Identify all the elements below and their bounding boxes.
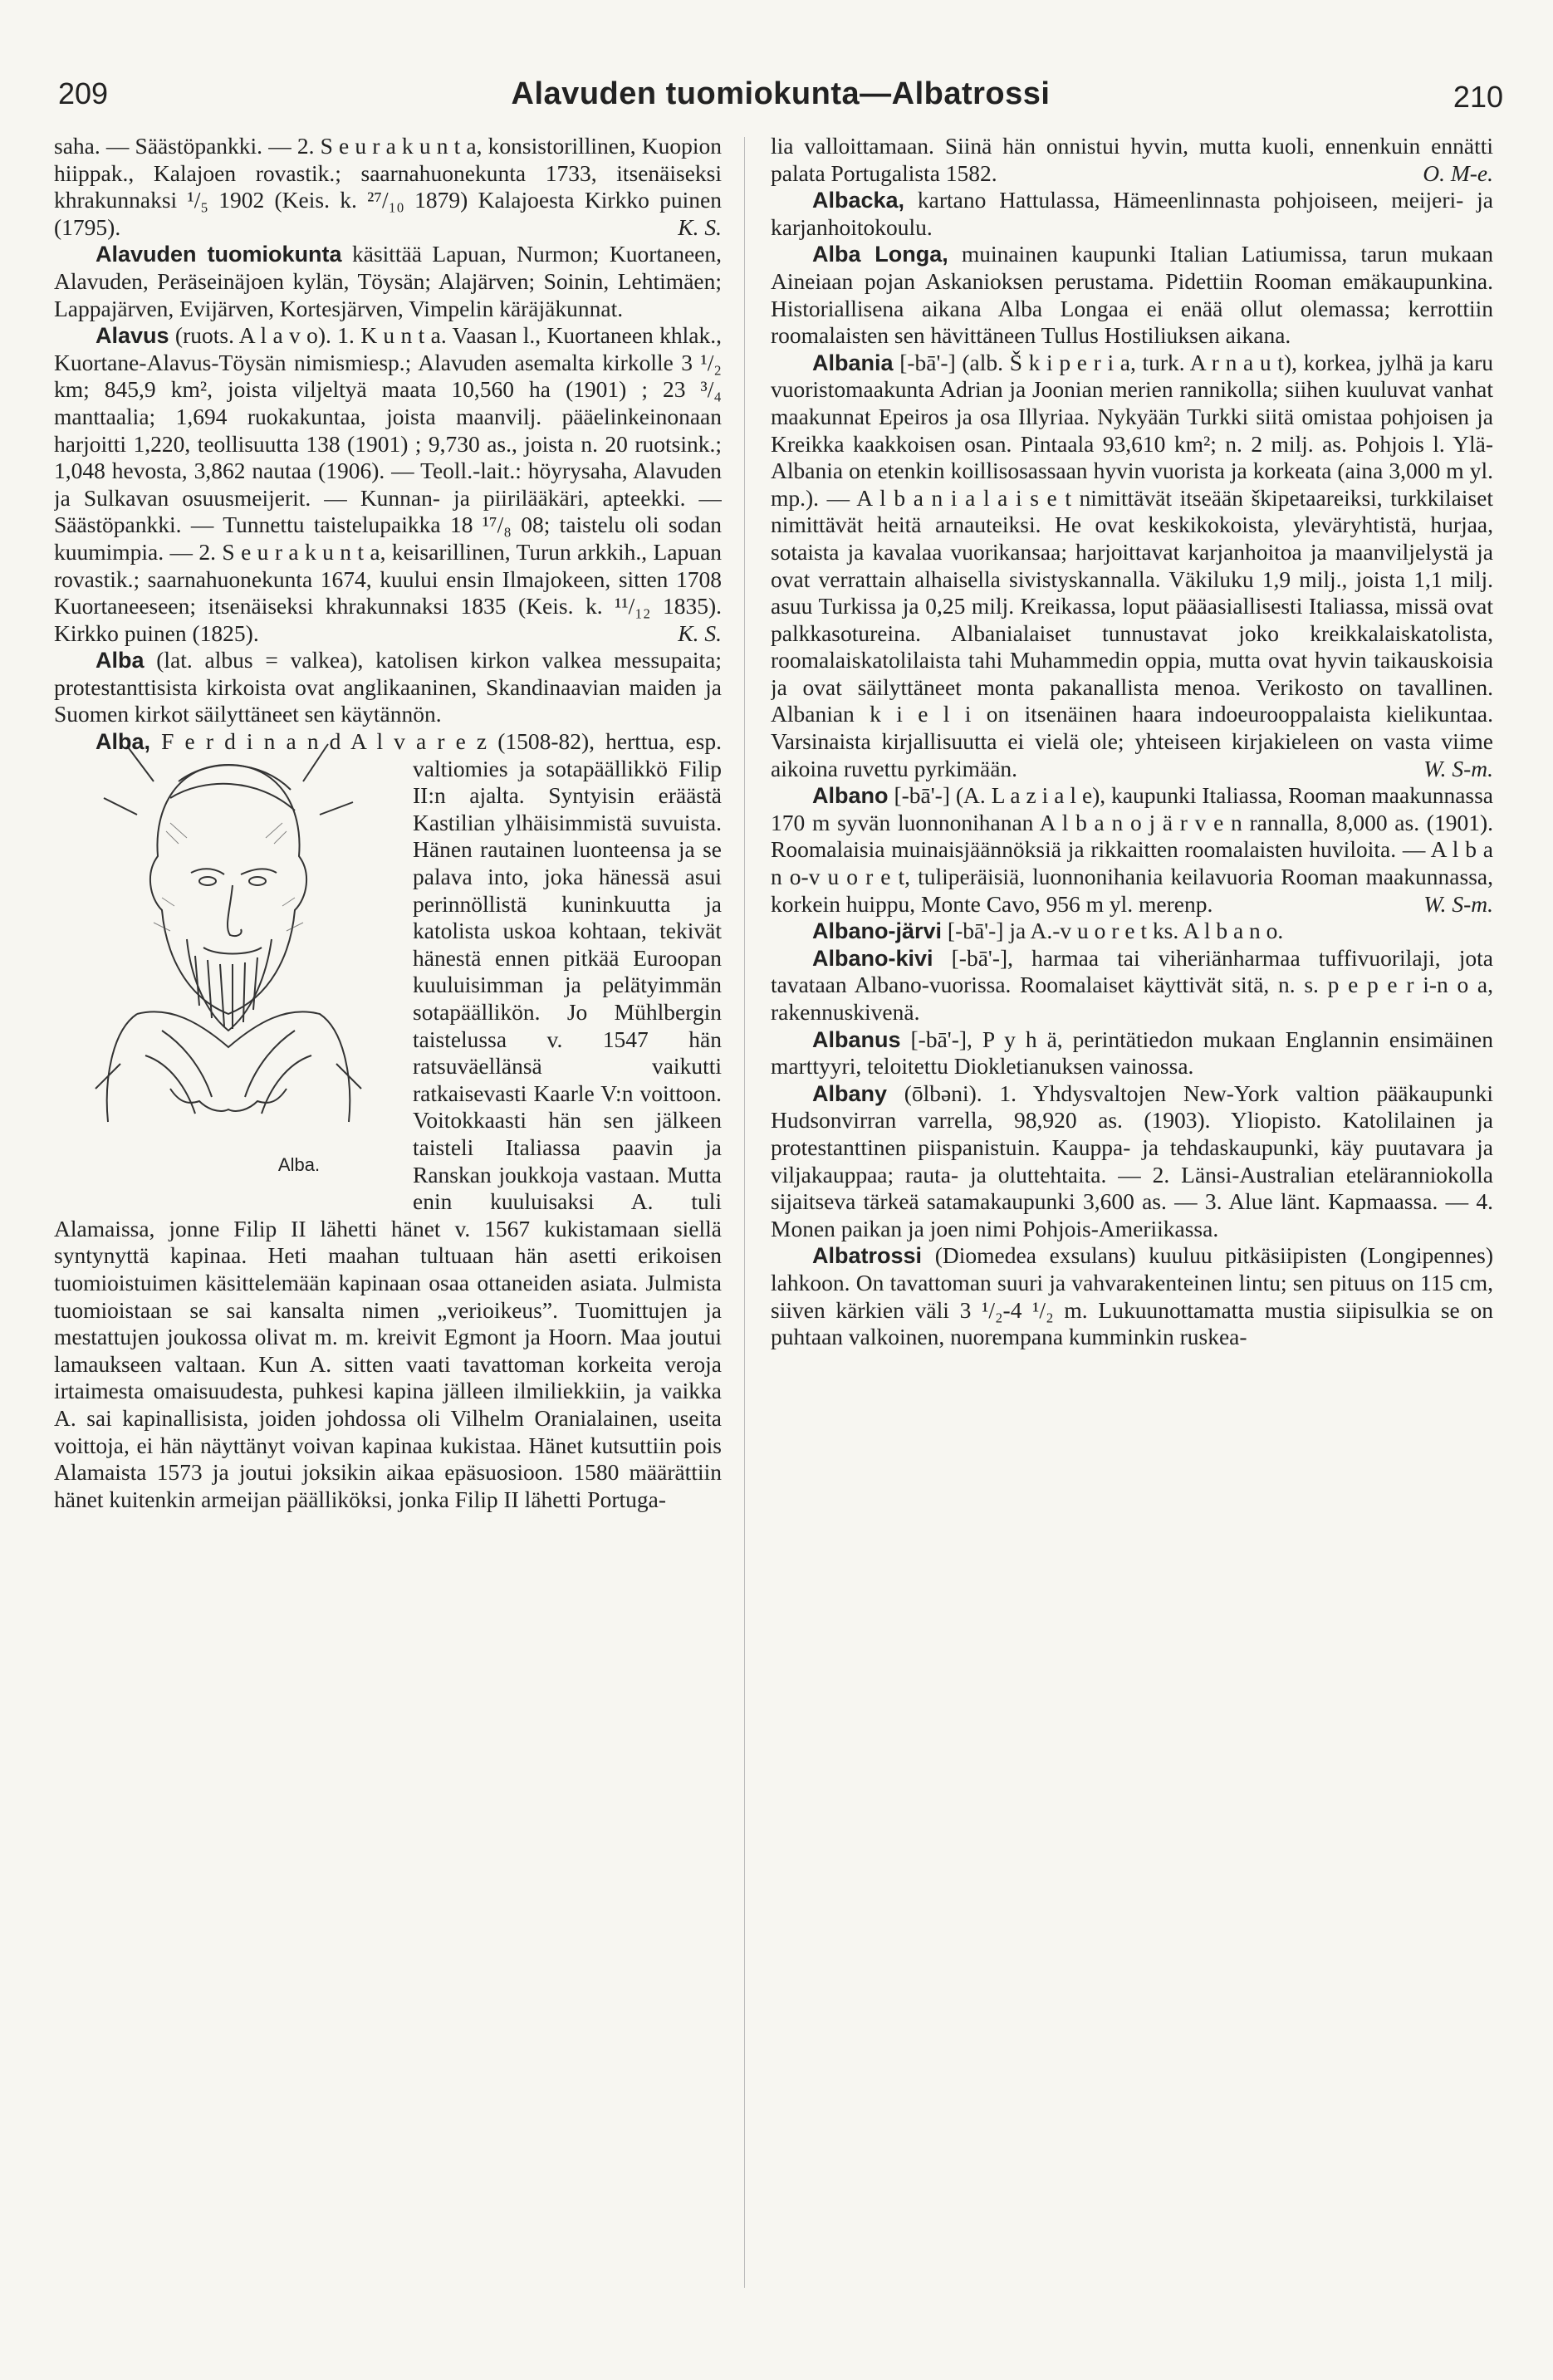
author-signature: K. S. bbox=[678, 213, 722, 240]
page-header bbox=[58, 76, 1503, 126]
entry-alba-longa: Alba Longa, muinainen kaupunki Italian Latiumissa, tarun mukaan Aineiaan pojan Askanioksen perustama. Pidettiin Rooman emäkaupunkina. Historiallisena aikana Alba Longaa ei enää ollut olemassa; kerrottiin roomalaisten sen hävittäneen Tullus Hostiliuksen aikana. bbox=[771, 241, 1493, 349]
column-divider bbox=[744, 137, 745, 2288]
page-number-left: 209 bbox=[58, 76, 109, 110]
headword: Albano bbox=[812, 783, 889, 809]
author-signature: W. S-m. bbox=[1423, 890, 1493, 917]
entry-albanus: Albanus [-bā'-], P y h ä, perintätiedon mukaan Englannin ensimäinen marttyyri, teloitettu Diokletianuksen vainossa. bbox=[771, 1026, 1493, 1080]
headword: Alavuden tuomiokunta bbox=[96, 242, 342, 267]
author-signature: W. S-m. bbox=[1423, 755, 1493, 781]
author-signature: K. S. bbox=[678, 619, 722, 646]
entry-alba-vestment: Alba (lat. albus = valkea), katolisen kirkon valkea messupaita; protestanttisista kirkoista ovat anglikaaninen, Skandinaavian maiden ja Suomen kirkot säilyttäneet sen käytännön. bbox=[54, 647, 722, 727]
right-column bbox=[771, 133, 1493, 2292]
alba-portrait-figure bbox=[54, 732, 403, 1187]
entry-continuation: saha. — Säästöpankki. — 2. S e u r a k u n t a, konsistorillinen, Kuopion hiippak., Kalajoen rovastik.; saarnahuonekunta 1733, itsenäiseksi khrakunnaksi ¹/₅ 1902 (Keis. k. ²⁷/₁₀ 1879) Kalajoesta Kirkko puinen (1795). K. S. bbox=[54, 133, 722, 240]
headword: Albano-kivi bbox=[812, 945, 933, 971]
entry-albano: Albano [-bā'-] (A. L a z i a l e), kaupunki Italiassa, Rooman maakunnassa 170 m syvän luonnonihanan A l b a n o j ä r v e n rannalla, 8,000 as. (1901). Roomalaisia muinaisjäännöksiä ja rikkaitten roomalaisten huviloita. — A l b a n o-v u o r e t, tuliperäisiä, luonnonihania keilavuoria Rooman maakunnassa, korkein huippu, Monte Cavo, 956 m yl. merenp. W. S-m. bbox=[771, 782, 1493, 917]
headword: Albany bbox=[812, 1080, 888, 1106]
headword: Albano-järvi bbox=[812, 918, 943, 944]
headword: Albanus bbox=[812, 1026, 901, 1052]
headword: Alba, bbox=[96, 729, 151, 755]
entry-alavus: Alavus (ruots. A l a v o). 1. K u n t a. Vaasan l., Kuortaneen khlak., Kuortane-Alavus-Töysän nimismiesp.; Alavuden asemalta kirkolle 3 ¹/₂ km; 845,9 km², joista viljeltyä maata 10,560 ha (1901) ; 23 ³/₄ manttaalia; 1,694 ruokakuntaa, joista maanvilj. pääelinkeinonaan harjoitti 1,220, teollisuutta 138 (1901) ; 9,730 as., joista n. 20 ruotsink.; 1,048 hevosta, 3,862 nautaa (1906). — Teoll.-lait.: höyrysaha, Alavuden ja Sulkavan osuusmeijerit. — Kunnan- ja piirilääkäri, apteekki. — Säästöpankki. — Tunnettu taistelupaikka 18 ¹⁷/₈ 08; taistelu oli sodan kuumimpia. — 2. S e u r a k u n t a, keisarillinen, Turun arkkih., Lapuan rovastik.; saarnahuonekunta 1674, kuului ensin Ilmajokeen, sitten 1708 Kuortaneeseen; itsenäiseksi khrakunnaksi 1835 (Keis. k. ¹¹/₁₂ 1835). Kirkko puinen (1825). K. S. bbox=[54, 322, 722, 646]
entry-alavuden-tuomiokunta: Alavuden tuomiokunta käsittää Lapuan, Nurmon; Kuortaneen, Alavuden, Peräseinäjoen kylän, Töysän; Alajärven; Soinin, Lehtimäen; Lappajärven, Evijärven, Kortesjärven, Vimpelin käräjäkunnat. bbox=[54, 241, 722, 321]
headword: Albatrossi bbox=[812, 1243, 923, 1269]
headword: Albacka, bbox=[812, 188, 905, 213]
entry-albatrossi: Albatrossi (Diomedea exsulans) kuuluu pitkäsiipisten (Longipennes) lahkoon. On tavattoman suuri ja vahvarakenteinen lintu; sen pituus on 115 cm, siiven kärkien väli 3 ¹/₂-4 ¹/₂ m. Lukuunottamatta mustia siipisulkia se on puhtaan valkoinen, nuorempana kumminkin ruskea- bbox=[771, 1242, 1493, 1350]
entry-albany: Albany (ōlbəni). 1. Yhdysvaltojen New-York valtion pääkaupunki Hudsonvirran varrella, 98,920 as. (1903). Yliopisto. Katolilainen ja protestanttinen piispanistuin. Kauppa- ja tehdaskaupunki, käy puutavara ja viljakauppaa; rauta- ja oluttehtaita. — 2. Länsi-Australian eteläranniokolla sijaitseva tärkeä satamakaupunki 3,600 as. — 3. Alue länt. Kapmaassa. — 4. Monen paikan ja joen nimi Pohjois-Ameriikassa. bbox=[771, 1080, 1493, 1241]
entry-albano-kivi: Albano-kivi [-bā'-], harmaa tai viheriänharmaa tuffivuorilaji, jota tavataan Albano-vuorissa. Roomalaiset käyttivät sitä, n. s. p e p e r i-n o a, rakennuskivenä. bbox=[771, 944, 1493, 1025]
author-signature: O. M-e. bbox=[1423, 159, 1493, 186]
headword: Alba Longa, bbox=[812, 242, 948, 267]
running-title: Alavuden tuomiokunta—Albatrossi bbox=[511, 76, 1051, 111]
entry-alba-ferdinand: Alba, Alba. F e r d i n a n d A l v a r e z (1508-82), herttua, esp. valtiomies ja sotapäällikkö Filip II:n ajalta. Syntyisin eräästä Kastilian ylhäisimmistä suvuista. Hänen rautainen luonteensa ja se palava into, joka hänessä asui perinnöllistä kuninkuutta ja katolista uskoa kohtaan, tekivät hänestä ennen pitkää Euroopan kuuluisimman ja pelätyimmän sotapäällikön. Jo Mühlbergin taistelussa v. 1547 hän ratsuväellänsä vaikutti ratkaisevasti Kaarle V:n voittoon. Voitokkaasti hän sen jälkeen taisteli Italiassa paavin ja Ranskan joukkoja vastaan. Mutta enin kuuluisaksi A. tuli Alamaissa, jonne Filip II lähetti hänet v. 1567 kukistamaan siellä syntynyttä kapinaa. Heti maahan tultuaan hän asetti erikoisen tuomioistuimen käsittelemään kapinaan osaa ottaneiden asiata. Julmista tuomioistaan se sai kansalta nimen „verioikeus”. Tuomittujen ja mestattujen joukossa olivat m. m. kreivit Egmont ja Hoorn. Maa joutui lamaukseen valtaan. Kun A. sitten vaati tavattoman korkeita veroja irtaimesta omaisuudesta, puhkesi kapina jälleen ilmiliekkiin, ja vaikka A. sai kapinallisista, joiden johdossa oli Vilhelm Oranialainen, useita voittoja, ei hän näyttänyt voivan kapinaa kukistaa. Hänet kutsuttiin pois Alamaista 1573 ja joutui joksikin aikaa epäsuosioon. 1580 määrättiin hänet kuitenkin armeijan päälliköksi, jonka Filip II lähetti Portuga- bbox=[54, 728, 722, 1512]
entry-albacka: Albacka, kartano Hattulassa, Hämeenlinnasta pohjoiseen, meijeri- ja karjanhoitokoulu. bbox=[771, 187, 1493, 240]
entry-albano-jarvi: Albano-järvi [-bā'-] ja A.-v u o r e t ks. A l b a n o. bbox=[812, 918, 1284, 944]
left-column bbox=[54, 133, 722, 2292]
figure-caption: Alba. bbox=[277, 1154, 321, 1176]
alba-portrait-engraving bbox=[54, 732, 403, 1147]
headword: Albania bbox=[812, 350, 894, 375]
entry-albania: Albania [-bā'-] (alb. Š k i p e r i a, turk. A r n a u t), korkea, jylhä ja karu vuoristomaakunta Adrian ja Joonian merien rannikolla; siihen kuuluvat vanhat maakunnat Epeiros ja osa Illyriaa. Nykyään Turkki siitä omistaa pohjoisen ja Kreikka kaakkoisen osan. Pintaala 93,610 km²; n. 2 milj. as. Pohjois l. Ylä-Albania on etenkin koillisosassaan hyvin vuorista ja korkeata (aina 3,000 m yl. mp.). — A l b a n i a l a i s e t nimittävät itseään škipetaareiksi, turkkilaiset nimittävät heitä arnauteiksi. He ovat keskikokoista, yleväryhtistä, hurjaa, sotaista ja kavalaa vuorikansaa; harjoittavat karjanhoitoa ja maanviljelystä ja ovat verrattain alhaisella sivistyskannalla. Väkiluku 1,9 milj., joista 1,1 milj. asuu Turkissa ja 0,25 milj. Kreikassa, loput pääasiallisesti Italiassa, missä ovat palkkasotureina. Albanialaiset tunnustavat joko kreikkalaiskatolista, roomalaiskatolilaista tahi Muhammedin oppia, mutta ovat hyvin taikauskoisia ja ovat säilyttäneet monta pakanallista menoa. Verikosto on tavallinen. Albanian k i e l i on itsenäinen haara indoeurooppalaista kielikuntaa. Varsinaista kirjallisuutta ei vielä ole; yhteiseen kirjakieleen on vasta viime aikoina ruvettu pyrkimään. W. S-m. bbox=[771, 349, 1493, 781]
entry-continuation: lia valloittamaan. Siinä hän onnistui hyvin, mutta kuoli, ennenkuin ennätti palata Portugalista 1582. O. M-e. bbox=[771, 133, 1493, 186]
headword: Alba bbox=[96, 648, 145, 673]
page-number-right: 210 bbox=[1453, 80, 1503, 114]
headword: Alavus bbox=[96, 323, 169, 349]
